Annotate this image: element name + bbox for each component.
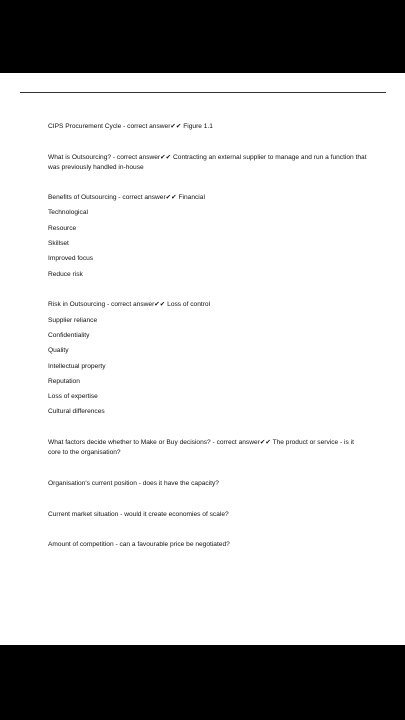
factor-item: Amount of competition - can a favourable price be negotiated? (48, 541, 230, 548)
risk-item: Cultural differences (48, 408, 105, 415)
factor-item: Organisation's current position - does it have the capacity? (48, 480, 219, 487)
risk-item: Confidentiality (48, 332, 90, 339)
document-page (0, 73, 405, 645)
factor-item: Current market situation - would it create economies of scale? (48, 511, 229, 518)
risk-item: Supplier reliance (48, 317, 98, 324)
procurement-cycle-line: CIPS Procurement Cycle - correct answer✔✔ Figure 1.1 (48, 123, 213, 130)
bottom-black-bar (0, 645, 405, 720)
benefit-item: Resource (48, 225, 77, 232)
benefit-item: Reduce risk (48, 271, 83, 278)
risk-item: Intellectual property (48, 363, 106, 370)
risks-heading: Risk in Outsourcing - correct answer✔✔ Loss of control (48, 301, 211, 308)
header-rule (20, 92, 386, 93)
benefit-item: Technological (48, 209, 88, 216)
risk-item: Loss of expertise (48, 393, 98, 400)
benefits-heading: Benefits of Outsourcing - correct answer✔✔ Financial (48, 194, 205, 201)
risk-item: Reputation (48, 378, 80, 385)
make-or-buy-question: What factors decide whether to Make or Buy decisions? - correct answer✔✔ The product or service - is it core to the organisation? (48, 439, 354, 456)
risk-item: Quality (48, 347, 69, 354)
top-black-bar (0, 0, 405, 73)
benefit-item: Skillset (48, 240, 69, 247)
benefit-item: Improved focus (48, 255, 94, 262)
outsourcing-definition: What is Outsourcing? - correct answer✔✔ Contracting an external supplier to manage and run a function that was previously handled in-house (48, 154, 367, 171)
